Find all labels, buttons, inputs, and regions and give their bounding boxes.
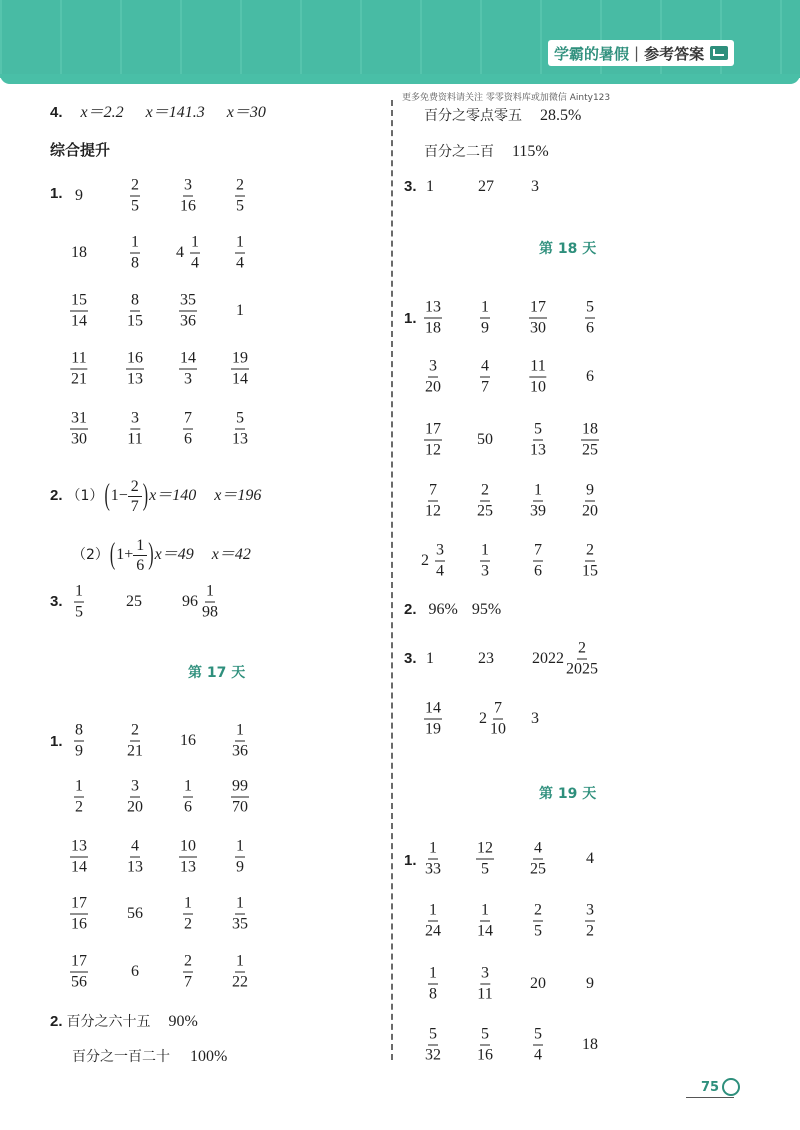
denominator: 2: [184, 915, 192, 933]
numerator: 2: [577, 639, 587, 660]
numerator: 2: [480, 481, 490, 502]
numerator: 11: [70, 349, 87, 370]
numerator: 5: [533, 1025, 543, 1046]
answer-value: 56: [127, 905, 143, 922]
denominator: 36: [232, 742, 248, 760]
answer-value: x＝196: [214, 487, 262, 505]
fraction: [183, 952, 193, 993]
fraction: [130, 233, 140, 274]
denominator: 24: [425, 922, 441, 940]
denominator: 13: [127, 858, 143, 876]
denominator: 12: [425, 441, 441, 459]
denominator: 20: [425, 378, 441, 396]
question-number: 2.: [404, 601, 417, 618]
fraction: [533, 541, 543, 582]
d18-q2: [404, 601, 501, 619]
numerator: 2: [130, 176, 140, 197]
percent-value: 95%: [471, 601, 502, 618]
percent-value: 28.5%: [540, 107, 582, 124]
question-number: 2.: [50, 1013, 63, 1030]
answer-value: x＝141.3: [145, 104, 205, 121]
fraction: [183, 894, 193, 935]
denominator: 8: [429, 985, 437, 1003]
numerator: 3: [480, 964, 490, 985]
fraction: [74, 721, 84, 762]
fraction: [585, 901, 595, 942]
fraction: [127, 291, 143, 332]
fraction: [232, 894, 248, 935]
numerator: 99: [231, 777, 249, 798]
fraction: [183, 409, 193, 450]
numerator: 1: [480, 901, 490, 922]
fraction: [232, 721, 248, 762]
fraction: [179, 349, 197, 390]
denominator: 5: [131, 197, 139, 215]
denominator: 13: [127, 370, 143, 388]
denominator: 14: [477, 922, 493, 940]
percent-words: 百分之六十五: [66, 1014, 151, 1030]
answer-value: 25: [126, 593, 142, 610]
numerator: 1: [190, 233, 200, 254]
fraction: [424, 420, 442, 461]
denominator: 22: [232, 973, 248, 991]
numerator: 5: [480, 1025, 490, 1046]
fraction: [70, 291, 88, 332]
fraction: [235, 233, 245, 274]
answer-value: 50: [477, 431, 493, 448]
denominator: 98: [202, 603, 218, 621]
question-number: 4.: [50, 104, 63, 121]
numerator: 1: [428, 901, 438, 922]
denominator: 16: [477, 1046, 493, 1064]
answer-value: x＝2.2: [80, 104, 124, 121]
denominator: 33: [425, 860, 441, 878]
fraction: [425, 839, 441, 880]
fraction: [127, 721, 143, 762]
fraction: [490, 699, 506, 740]
denominator: 3: [481, 562, 489, 580]
mixed-number-whole: 2: [479, 710, 487, 727]
denominator: 13: [530, 441, 546, 459]
fraction: [179, 837, 197, 878]
numerator: 3: [130, 409, 140, 430]
fraction: [202, 582, 218, 623]
fraction: [425, 481, 441, 522]
numerator: 5: [533, 420, 543, 441]
question-number: 3.: [50, 593, 63, 610]
fraction: [190, 233, 200, 274]
answer-value: 20: [530, 975, 546, 992]
denominator: 56: [71, 973, 87, 991]
numerator: 18: [581, 420, 599, 441]
denominator: 6: [534, 562, 542, 580]
answer-value: 1: [236, 302, 244, 319]
fraction: [529, 357, 546, 398]
numerator: 10: [179, 837, 197, 858]
answer-value: 27: [478, 178, 494, 195]
numerator: 1: [480, 298, 490, 319]
section-badge: [548, 40, 734, 66]
numerator: 4: [480, 357, 490, 378]
percent-words: 百分之二百: [424, 144, 494, 160]
numerator: 1: [235, 233, 245, 254]
denominator: 12: [425, 502, 441, 520]
numerator: 7: [493, 699, 503, 720]
promo-notice: 更多免费资料请关注 零零资料库或加微信 Ainty123: [402, 93, 611, 103]
denominator: 10: [530, 378, 546, 396]
fraction: [582, 541, 598, 582]
denominator: 2025: [566, 660, 598, 678]
fraction: [235, 176, 245, 217]
numerator: 12: [476, 839, 494, 860]
denominator: 6: [184, 798, 192, 816]
fraction: [179, 291, 197, 332]
answer-value: 16: [180, 732, 196, 749]
numerator: 3: [183, 176, 193, 197]
numerator: 1: [235, 952, 245, 973]
answer-value: x＝42: [211, 546, 251, 564]
numerator: 5: [235, 409, 245, 430]
numerator: 13: [70, 837, 88, 858]
percent-value: 115%: [512, 143, 549, 160]
fraction: [529, 298, 547, 339]
header-band: [0, 0, 800, 78]
fraction: [566, 639, 598, 680]
denominator: 20: [127, 798, 143, 816]
answer-value: 3: [531, 710, 539, 727]
numerator: 4: [533, 839, 543, 860]
badge-separator: |: [634, 44, 640, 62]
fraction: [128, 477, 142, 516]
numerator: 7: [428, 481, 438, 502]
numerator: 1: [480, 541, 490, 562]
denominator: 6: [184, 430, 192, 448]
fraction: [127, 409, 142, 450]
percent-words: 百分之零点零五: [424, 108, 522, 124]
denominator: 36: [180, 312, 196, 330]
numerator: 17: [424, 420, 442, 441]
denominator: 7: [130, 498, 139, 515]
numerator: 1: [130, 233, 140, 254]
numerator: 1: [428, 964, 438, 985]
fraction: [533, 901, 543, 942]
denominator: 6: [586, 319, 594, 337]
numerator: 2: [183, 952, 193, 973]
numerator: 1: [183, 894, 193, 915]
question-number: 3.: [404, 650, 417, 667]
numerator: 1: [183, 777, 193, 798]
numerator: 1: [74, 582, 84, 603]
denominator: 30: [71, 430, 87, 448]
numerator: 17: [70, 894, 88, 915]
mixed-number-whole: 4: [176, 244, 184, 261]
column-divider: [391, 100, 393, 1060]
equation: x＝49: [154, 546, 194, 564]
numerator: 3: [435, 541, 445, 562]
section-title: 参考答案: [644, 44, 705, 63]
right-paren: ): [148, 538, 154, 571]
fraction: [232, 409, 248, 450]
denominator: 16: [180, 197, 196, 215]
percent-value: 100%: [190, 1048, 228, 1065]
fraction: [231, 349, 249, 390]
denominator: 15: [582, 562, 598, 580]
mixed-number-whole: 96: [182, 593, 198, 610]
expr-text: 1−: [110, 487, 128, 505]
numerator: 15: [70, 291, 88, 312]
numerator: 1: [235, 721, 245, 742]
day-18-heading: 第 18 天: [539, 241, 597, 257]
fraction: [235, 837, 245, 878]
denominator: 25: [530, 860, 546, 878]
q2-part2: [72, 536, 251, 575]
question-number: 1.: [50, 185, 63, 202]
denominator: 13: [180, 858, 196, 876]
sun-icon: [722, 1078, 740, 1096]
answer-value: 9: [75, 187, 83, 204]
question-number: 1.: [404, 310, 417, 327]
fraction: [425, 1025, 441, 1066]
part-number: （2）: [72, 547, 109, 564]
series-title: 学霸的暑假: [554, 44, 630, 63]
numerator: 1: [235, 837, 245, 858]
denominator: 4: [436, 562, 444, 580]
denominator: 25: [582, 441, 598, 459]
q4-answers: [50, 104, 266, 122]
numerator: 14: [179, 349, 197, 370]
section-heading: 综合提升: [50, 141, 111, 159]
fraction: [530, 420, 546, 461]
answer-value: 6: [131, 963, 139, 980]
denominator: 5: [75, 603, 83, 621]
answer-value: 6: [586, 368, 594, 385]
answer-value: 1: [426, 650, 434, 667]
numerator: 1: [428, 839, 438, 860]
page-number: 75: [701, 1080, 720, 1095]
numerator: 16: [126, 349, 144, 370]
fraction: [582, 481, 598, 522]
fraction: [183, 777, 193, 818]
fraction: [70, 894, 88, 935]
percent-value: 96%: [428, 601, 458, 618]
fraction: [231, 777, 249, 818]
numerator: 1: [533, 481, 543, 502]
denominator: 7: [184, 973, 192, 991]
answer-value: 3: [531, 178, 539, 195]
numerator: 11: [529, 357, 546, 378]
denominator: 4: [236, 254, 244, 272]
fraction: [581, 420, 599, 461]
numerator: 7: [183, 409, 193, 430]
fraction: [477, 481, 493, 522]
book-icon: [710, 46, 728, 60]
numerator: 3: [130, 777, 140, 798]
denominator: 8: [131, 254, 139, 272]
day-17-heading: 第 17 天: [188, 665, 246, 681]
denominator: 4: [534, 1046, 542, 1064]
answer-value: 18: [71, 244, 87, 261]
fraction: [480, 298, 490, 339]
denominator: 4: [191, 254, 199, 272]
fraction: [74, 777, 84, 818]
question-number: 3.: [404, 178, 417, 195]
mixed-number-whole: 2: [421, 552, 429, 569]
numerator: 2: [533, 901, 543, 922]
denominator: 9: [75, 742, 83, 760]
numerator: 1: [133, 536, 147, 556]
fraction: [480, 541, 490, 582]
denominator: 19: [425, 720, 441, 738]
numerator: 1: [205, 582, 215, 603]
fraction: [480, 357, 490, 398]
denominator: 3: [184, 370, 192, 388]
question-number: 1.: [404, 852, 417, 869]
numerator: 35: [179, 291, 197, 312]
answer-value: 1: [426, 178, 434, 195]
denominator: 70: [232, 798, 248, 816]
fraction: [70, 837, 88, 878]
fraction: [585, 298, 595, 339]
denominator: 5: [236, 197, 244, 215]
numerator: 8: [74, 721, 84, 742]
d17-q2-line1: [50, 1013, 198, 1031]
denominator: 2: [75, 798, 83, 816]
numerator: 5: [585, 298, 595, 319]
denominator: 6: [136, 557, 145, 574]
fraction: [126, 349, 144, 390]
denominator: 25: [477, 502, 493, 520]
numerator: 7: [533, 541, 543, 562]
denominator: 15: [127, 312, 143, 330]
answer-value: 23: [478, 650, 494, 667]
numerator: 2: [130, 721, 140, 742]
numerator: 1: [235, 894, 245, 915]
numerator: 31: [70, 409, 88, 430]
fraction: [70, 349, 87, 390]
equation: x＝140: [149, 487, 197, 505]
numerator: 17: [70, 952, 88, 973]
denominator: 18: [425, 319, 441, 337]
numerator: 2: [235, 176, 245, 197]
denominator: 20: [582, 502, 598, 520]
fraction: [477, 1025, 493, 1066]
denominator: 14: [232, 370, 248, 388]
denominator: 21: [127, 742, 143, 760]
fraction: [70, 952, 88, 993]
fraction: [428, 964, 438, 1005]
numerator: 19: [231, 349, 249, 370]
fraction: [435, 541, 445, 582]
answer-value: 9: [586, 975, 594, 992]
fraction: [477, 964, 492, 1005]
denominator: 5: [534, 922, 542, 940]
fraction: [477, 901, 493, 942]
fraction: [476, 839, 494, 880]
denominator: 11: [127, 430, 143, 448]
numerator: 5: [428, 1025, 438, 1046]
answer-value: x＝30: [226, 104, 266, 121]
fraction: [127, 837, 143, 878]
numerator: 3: [428, 357, 438, 378]
day-19-heading: 第 19 天: [539, 786, 597, 802]
fraction: [127, 777, 143, 818]
fraction: [180, 176, 196, 217]
mixed-number-whole: 2022: [532, 650, 564, 667]
expr-text: 1+: [116, 546, 134, 564]
fraction: [70, 409, 88, 450]
percent-value: 90%: [168, 1013, 198, 1030]
fraction: [424, 298, 442, 339]
answer-value: 4: [586, 850, 594, 867]
denominator: 5: [481, 860, 489, 878]
question-number: 1.: [50, 733, 63, 750]
left-paren: (: [109, 538, 116, 571]
denominator: 9: [481, 319, 489, 337]
fraction: [425, 901, 441, 942]
fraction: [133, 536, 147, 575]
fraction: [74, 582, 84, 623]
answer-value: 18: [582, 1036, 598, 1053]
denominator: 32: [425, 1046, 441, 1064]
fraction: [425, 357, 441, 398]
numerator: 4: [130, 837, 140, 858]
numerator: 17: [529, 298, 547, 319]
q2-part1: [50, 477, 261, 516]
fraction: [424, 699, 442, 740]
denominator: 14: [71, 858, 87, 876]
denominator: 30: [530, 319, 546, 337]
d17-q2-line2: [72, 1048, 227, 1066]
percent-words: 百分之一百二十: [72, 1049, 170, 1065]
denominator: 9: [236, 858, 244, 876]
fraction: [530, 481, 546, 522]
numerator: 1: [74, 777, 84, 798]
denominator: 35: [232, 915, 248, 933]
denominator: 2: [586, 922, 594, 940]
numerator: 9: [585, 481, 595, 502]
numerator: 3: [585, 901, 595, 922]
fraction: [130, 176, 140, 217]
fraction: [533, 1025, 543, 1066]
denominator: 11: [477, 985, 493, 1003]
denominator: 13: [232, 430, 248, 448]
fraction: [530, 839, 546, 880]
r-percent-line2: [424, 143, 549, 161]
r-percent-line1: [424, 107, 581, 125]
numerator: 2: [585, 541, 595, 562]
denominator: 21: [71, 370, 87, 388]
denominator: 7: [481, 378, 489, 396]
fraction: [232, 952, 248, 993]
denominator: 16: [71, 915, 87, 933]
numerator: 8: [130, 291, 140, 312]
denominator: 10: [490, 720, 506, 738]
numerator: 14: [424, 699, 442, 720]
numerator: 13: [424, 298, 442, 319]
right-paren: ): [142, 479, 149, 512]
denominator: 14: [71, 312, 87, 330]
denominator: 39: [530, 502, 546, 520]
left-paren: (: [104, 479, 110, 512]
numerator: 2: [128, 477, 142, 497]
question-number: 2.: [50, 487, 63, 505]
part-number: （1）: [66, 488, 104, 505]
page-number-rule: [686, 1097, 734, 1098]
